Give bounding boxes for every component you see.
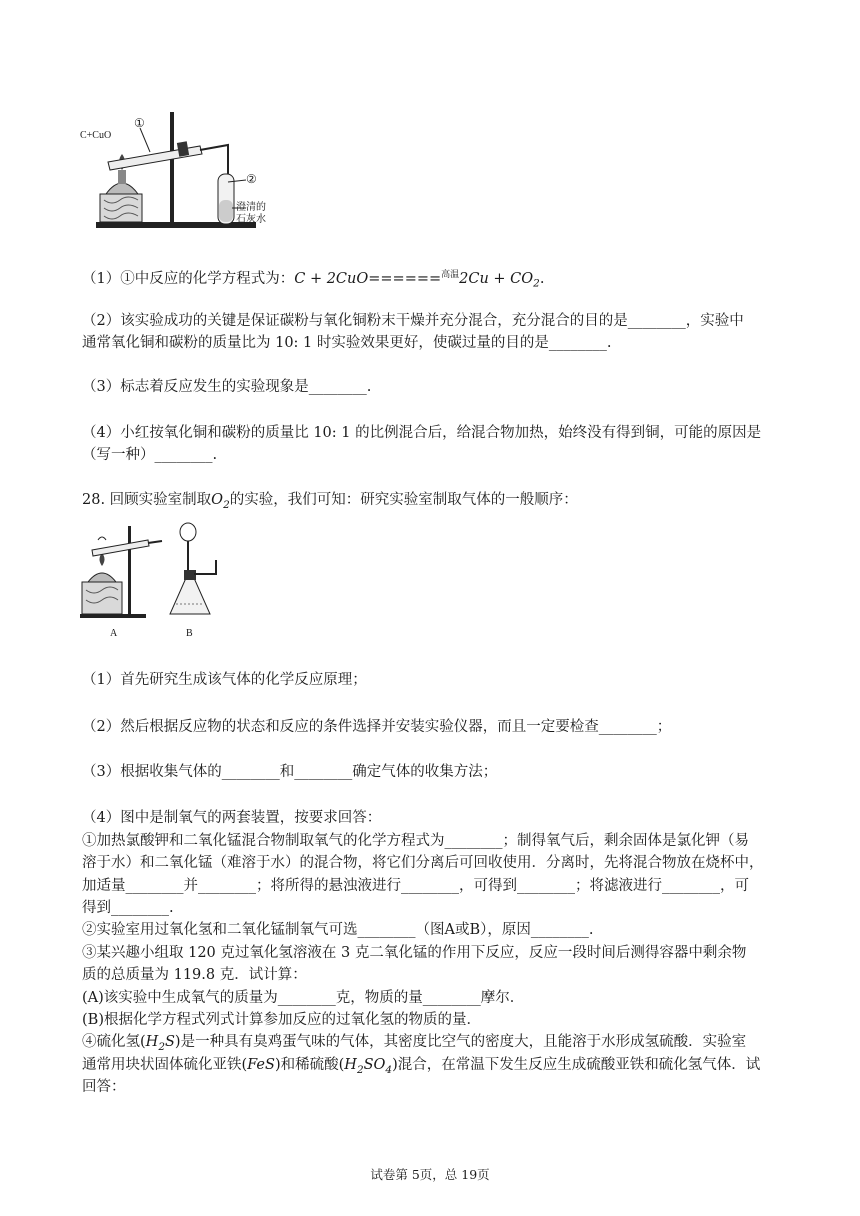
q28-p4-line2-post: )混合，在常温下发生反应生成硫酸亚铁和硫化氢气体．试 xyxy=(392,1057,761,1073)
q28-sub4: （4）图中是制氧气的两套装置，按要求回答： xyxy=(82,810,382,826)
figure-carbon-reduction-apparatus xyxy=(78,112,268,232)
q28-p4-line1 xyxy=(82,1032,746,1057)
label-reactants: C+CuO xyxy=(80,130,112,141)
q27-sub4-line2: （写一种）________. xyxy=(82,447,218,463)
q28-h2so4-h: H xyxy=(344,1057,357,1073)
label-marker-2: ② xyxy=(246,172,257,186)
q27-eq-right-sub: 2 xyxy=(533,277,540,290)
q27-sub1 xyxy=(82,265,544,294)
q28-sub3: （3）根据收集气体的________和________确定气体的收集方法； xyxy=(82,764,498,780)
fig-label-a: A xyxy=(110,628,118,639)
q28-p4-line2-pre: 通常用块状固体硫化亚铁( xyxy=(82,1057,248,1073)
q28-title-pre: 28. 回顾实验室制取 xyxy=(82,492,212,508)
q27-sub3: （3）标志着反应发生的实验现象是________. xyxy=(82,379,372,395)
q27-eq-left: C + 2CuO====== xyxy=(294,270,442,287)
page-footer: 试卷第 5页，总 19页 xyxy=(370,1167,490,1182)
label-marker-1: ① xyxy=(134,116,145,130)
label-limewater-2: 石灰水 xyxy=(236,214,266,225)
q28-h2so4-so: SO xyxy=(363,1057,386,1073)
q28-p1-line1: ①加热氯酸钾和二氧化锰混合物制取氧气的化学方程式为________；制得氧气后，剩余固体是氯化钾（易 xyxy=(82,833,749,849)
q28-p1-line2: 溶于水）和二氧化锰（难溶于水）的混合物，将它们分离后可回收使用．分离时，先将混合物放在烧杯中， xyxy=(82,855,764,871)
figure-oxygen-apparatus xyxy=(78,520,228,639)
q27-eq-end: . xyxy=(539,270,545,287)
q27-eq-right: 2Cu + CO xyxy=(459,270,534,287)
q27-sub2-line2: 通常氧化铜和碳粉的质量比为 10: 1 时实验效果更好，使碳过量的目的是________. xyxy=(82,335,612,351)
q28-h2s-s: S xyxy=(164,1034,175,1050)
q28-p1-line4: 得到________. xyxy=(82,900,174,916)
q28-pA: (A)该实验中生成氧气的质量为________克，物质的量________摩尔． xyxy=(82,990,525,1006)
q28-p4-line2 xyxy=(82,1055,760,1080)
q27-sub4-line1: （4）小红按氧化铜和碳粉的质量比 10: 1 的比例混合后，给混合物加热，始终没有得到铜，可能的原因是 xyxy=(82,425,762,441)
q27-sub1-prefix: （1）①中反应的化学方程式为： xyxy=(82,270,295,287)
q28-h2s-sub: 2 xyxy=(158,1040,165,1053)
q28-p4-line3: 回答： xyxy=(82,1079,126,1095)
q28-sub1: （1）首先研究生成该气体的化学反应原理； xyxy=(82,672,367,688)
q28-pB: (B)根据化学方程式列式计算参加反应的过氧化氢的物质的量． xyxy=(82,1012,481,1028)
q28-title xyxy=(82,490,578,515)
q28-sub2: （2）然后根据反应物的状态和反应的条件选择并安装实验仪器，而且一定要检查________； xyxy=(82,719,672,735)
q28-p1-line3: 加适量________并________；将所得的悬浊液进行________，可得到________；将滤液进行________，可 xyxy=(82,878,749,894)
q28-title-formula: O xyxy=(211,492,224,508)
q28-title-formula-sub: 2 xyxy=(223,498,230,511)
q28-h2so4-sub1: 2 xyxy=(356,1063,364,1076)
fig-label-b: B xyxy=(186,628,193,639)
q28-p3-line1: ③某兴趣小组取 120 克过氧化氢溶液在 3 克二氧化锰的作用下反应，反应一段时间后测得容器中剩余物 xyxy=(82,945,747,961)
q28-p4-line2-mid: )和稀硫酸( xyxy=(274,1057,345,1073)
q28-h2s-h: H xyxy=(145,1034,159,1050)
q27-sub2-line1: （2）该实验成功的关键是保证碳粉与氧化铜粉末干燥并充分混合，充分混合的目的是________，实验中 xyxy=(82,313,744,329)
q27-eq-condition: 高温 xyxy=(441,270,460,280)
q28-p3-line2: 质的总质量为 119.8 克．试计算： xyxy=(82,967,307,983)
q28-title-post: 的实验，我们可知：研究实验室制取气体的一般顺序： xyxy=(229,492,578,508)
label-limewater-1: 澄清的 xyxy=(236,202,266,213)
q28-p4-post: )是一种具有臭鸡蛋气味的气体，其密度比空气的密度大，且能溶于水形成氢硫酸．实验室 xyxy=(174,1034,747,1050)
q28-p4-pre: ④硫化氢( xyxy=(82,1034,146,1050)
q28-h2so4-sub2: 4 xyxy=(385,1063,393,1076)
q28-p2: ②实验室用过氧化氢和二氧化锰制氧气可选________（图A或B），原因________. xyxy=(82,922,594,938)
q28-fes: FeS xyxy=(247,1057,275,1073)
